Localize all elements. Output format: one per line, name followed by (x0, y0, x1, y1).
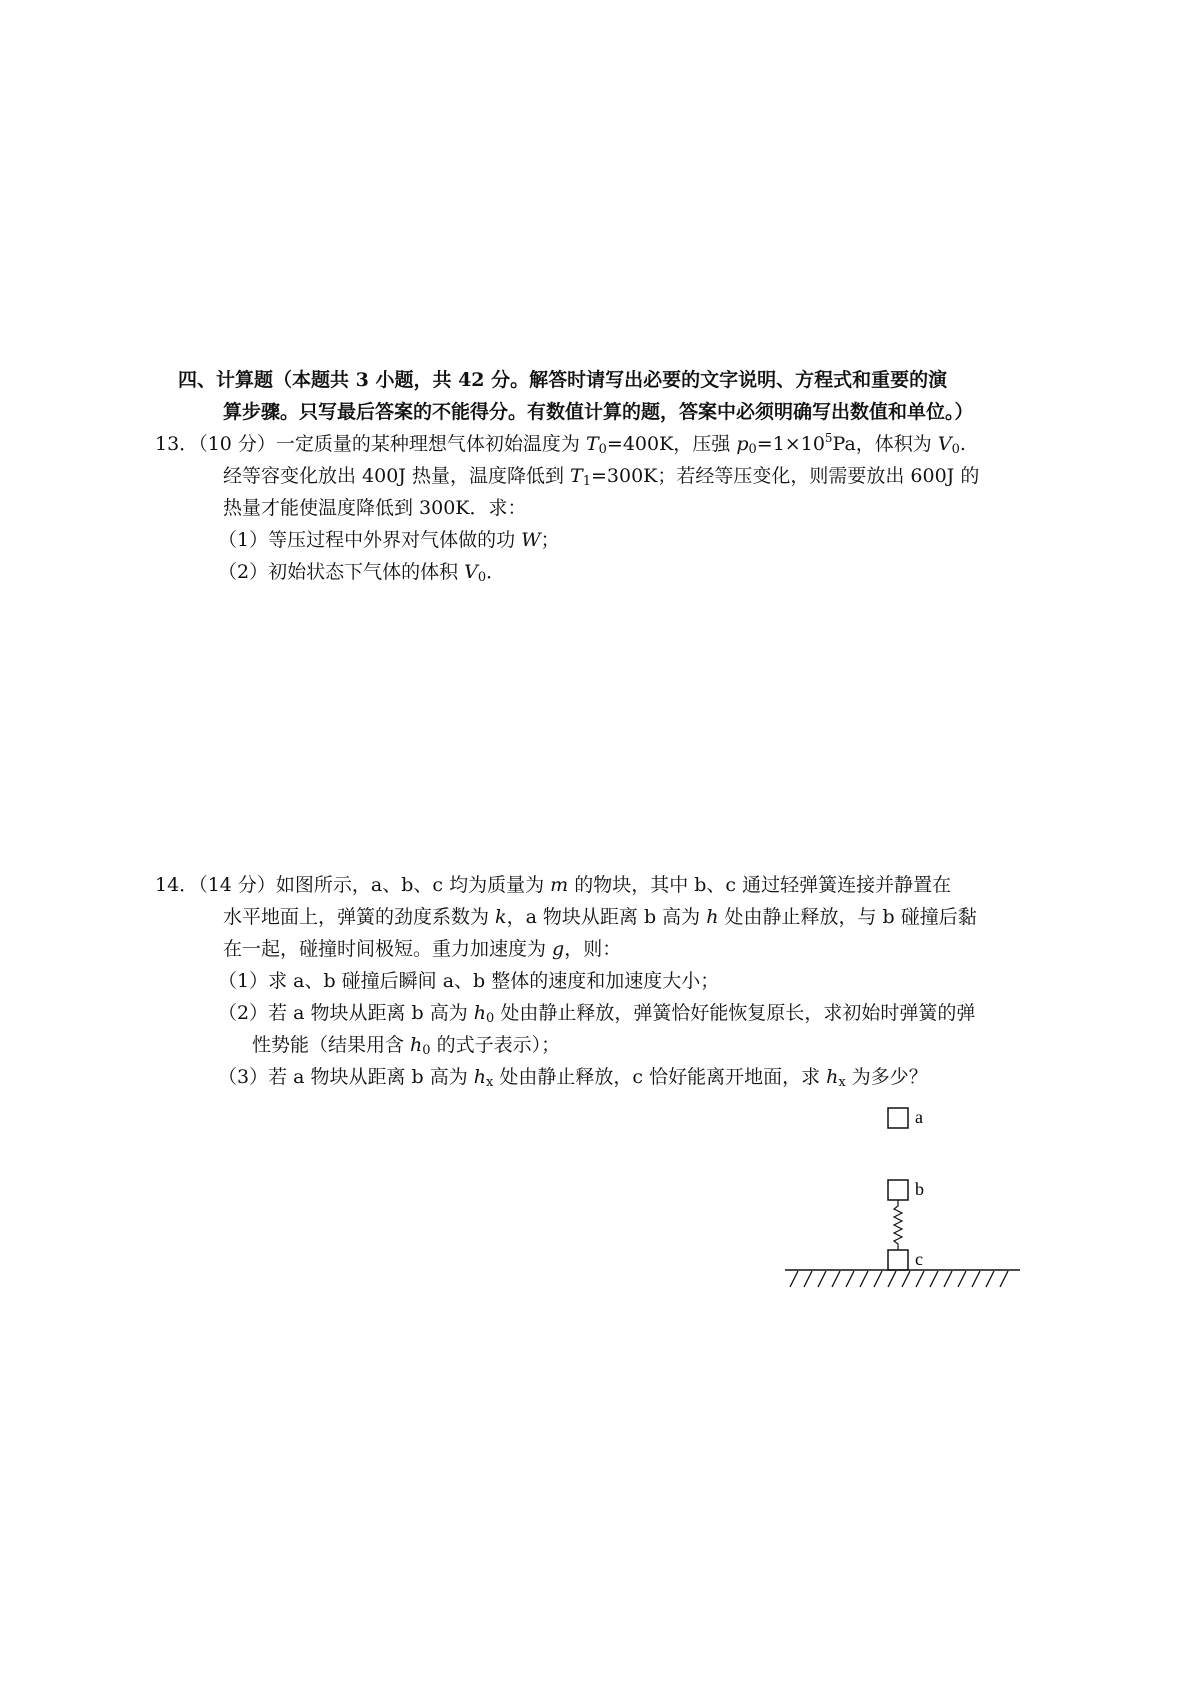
hatch-stroke (986, 1271, 994, 1287)
hatch-stroke (818, 1271, 826, 1287)
block-a (888, 1108, 908, 1128)
q14-subquestion-1: （1）求 a、b 碰撞后瞬间 a、b 整体的速度和加速度大小； (218, 970, 720, 992)
q14-line2: 水平地面上，弹簧的劲度系数为 k，a 物块从距离 b 高为 h 处由静止释放，与 b 碰撞后黏 (223, 906, 977, 928)
q13-subquestion-2: （2）初始状态下气体的体积 $V_0$． (218, 561, 506, 585)
q14-line1: 14．（14 分）如图所示，a、b、c 均为质量为 m 的物块，其中 b、c 通过轻弹簧连接并静置在 (155, 874, 952, 896)
hatch-stroke (916, 1271, 924, 1287)
q13-points: （10 分） (198, 433, 276, 455)
hatch-stroke (1000, 1271, 1008, 1287)
block-b (888, 1180, 908, 1200)
q14-points: （14 分） (198, 874, 276, 896)
hatch-stroke (860, 1271, 868, 1287)
spring (894, 1200, 902, 1250)
hatch-stroke (930, 1271, 938, 1287)
q14-number: 14． (155, 874, 199, 896)
hatch-stroke (846, 1271, 854, 1287)
block-c (888, 1250, 908, 1270)
label-a: a (915, 1107, 923, 1127)
q14-subquestion-2: （2）若 a 物块从距离 b 高为 $h_0$ 处由静止释放，弹簧恰好能恢复原长，求初始时弹簧的弹 (218, 1002, 976, 1026)
hatch-stroke (958, 1271, 966, 1287)
hatch-stroke (790, 1271, 798, 1287)
label-c: c (915, 1249, 923, 1269)
hatch-stroke (888, 1271, 896, 1287)
q13-number: 13． (155, 433, 199, 455)
hatch-stroke (972, 1271, 980, 1287)
q13-line1: 13．（10 分）一定质量的某种理想气体初始温度为 $T_0=400K$，压强 $p_0=1\times 10^5Pa$，体积为 $V_0$. (155, 431, 966, 457)
q13-subquestion-1: （1）等压过程中外界对气体做的功 W； (218, 529, 560, 551)
hatch-stroke (874, 1271, 882, 1287)
q13-line3: 热量才能使温度降低到 300K．求： (223, 497, 527, 519)
q14-subquestion-2-cont: 性势能（结果用含 $h_0$ 的式子表示）； (252, 1034, 561, 1058)
q14-line3: 在一起，碰撞时间极短。重力加速度为 g，则： (223, 938, 622, 960)
label-b: b (915, 1179, 924, 1199)
q14-subquestion-3: （3）若 a 物块从距离 b 高为 $h_x$ 处由静止释放，c 恰好能离开地面，求 $h_x$ 为多少？ (218, 1066, 928, 1090)
section-heading-line2: 算步骤。只写最后答案的不能得分。有数值计算的题，答案中必须明确写出数值和单位。） (223, 401, 974, 423)
spring-blocks-figure (770, 1090, 1030, 1310)
hatch-stroke (944, 1271, 952, 1287)
section-heading-line1: 四、计算题（本题共 3 小题，共 42 分。解答时请写出必要的文字说明、方程式和重要的演 (178, 369, 948, 391)
hatch-stroke (804, 1271, 812, 1287)
hatch-stroke (832, 1271, 840, 1287)
q13-line2: 经等容变化放出 400J 热量，温度降低到 $T_1=300K$；若经等压变化，则需要放出 600J 的 (223, 465, 980, 489)
hatch-stroke (902, 1271, 910, 1287)
ground-hatching (790, 1271, 1008, 1287)
